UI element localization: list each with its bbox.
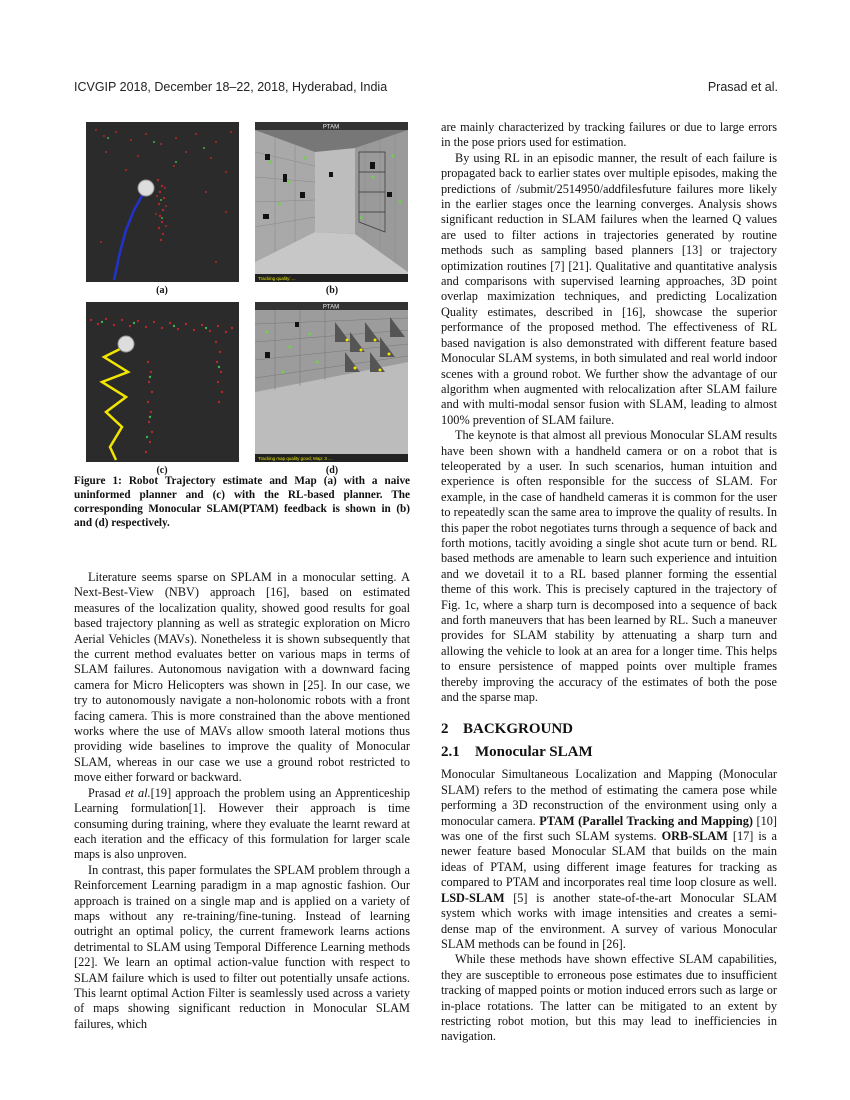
- subsection-title: Monocular SLAM: [475, 744, 593, 761]
- panel-b-title: PTAM: [322, 124, 340, 131]
- panel-b-render: [255, 122, 408, 282]
- map-points-green-a: [107, 137, 205, 219]
- panel-d-title: PTAM: [322, 304, 340, 311]
- p4-e: [5] is another state-of-the-art Monocular SLAM system which works with image intensities and creates a semi-dense map of the environment. A survey of various Monocular SLAM methods can be found in [26].: [441, 890, 777, 951]
- panel-d-render: [255, 302, 408, 462]
- panel-b-ptam-view: [255, 122, 408, 282]
- p2-prefix: Prasad: [88, 785, 125, 800]
- p2-body: approach the problem using an Apprenticeship Learning formulation[1]. However their approach is time consuming during training, where they evaluate the learnt reward at each iteration and the efficacy of this formulation for larger scale maps is also unproven.: [74, 785, 411, 862]
- p2-ref: [19]: [150, 785, 176, 800]
- left-column: [74, 120, 410, 1032]
- paragraph-monocular-slam: [441, 767, 777, 952]
- sublabel-b: (b): [325, 285, 339, 296]
- p4-ptam: PTAM (Parallel Tracking and Mapping): [539, 813, 753, 828]
- running-header-authors: Prasad et al.: [707, 80, 778, 94]
- p4-lsd-slam: LSD-SLAM: [441, 890, 505, 905]
- paragraph-contrast: In contrast, this paper formulates the SPLAM problem through a Reinforcement Learning paradigm in a map agnostic fashion. Our approach is trained on a single map and is applied on a variety of maps without any re-training/fine-tuning. Instead of learning outright an optimal policy, the current framework learns actions detrimental to SLAM using Temporal Difference Learning methods [22]. We learn an optimal action-value function with respect to SLAM failure which is used to filter out potentially unsafe actions. This learnt optimal Action Filter is seamlessly used across a variety of maps showing significant reduction in Monocular SLAM failures, which: [74, 862, 410, 1031]
- subsection-number: 2.1: [441, 744, 460, 761]
- trajectory-line-c: [102, 347, 128, 460]
- p4-a: Monocular Simultaneous Localization and Mapping (Monocular SLAM) refers to the method of estimating the camera pose while performing a 3D reconstruction of the environment using only a monocular camera.: [441, 767, 777, 828]
- subsection-heading-monocular-slam: [441, 744, 777, 761]
- paragraph-continued: are mainly characterized by tracking failures or due to large errors in the pose priors used for estimation.: [441, 120, 777, 150]
- paragraph-nbv: Literature seems sparse on SPLAM in a monocular setting. A Next-Best-View (NBV) approach [16], based on estimated measures of the localization quality, showed good results for goal based trajectory planning as well as strategic exploration on Micro Aerial Vehicles (MAVs). Nonetheless it is shown subsequently that the current method evaluates better on various maps in terms of SLAM failures. Autonomous navigation with a downward facing camera for Micro Helicopters was shown in [25]. In our case, we try to autonomously navigate a non-holonomic robots with a front facing camera. This is more constrained than the above mentioned works where the use of MAVs allow smooth lateral motions thus providing wide baselines to improve the quality of Monocular SLAM, whereas in our case we use a ground robot restricted to move either forward or backward.: [74, 570, 410, 785]
- panel-c-trajectory-rl: [86, 302, 239, 462]
- figure-1: [74, 120, 410, 476]
- robot-marker-a: [138, 180, 154, 196]
- paragraph-prasad: [74, 786, 410, 863]
- p4-d: [17] is a newer feature based Monocular SLAM that builds on the main ideas of PTAM, using different image features for tracking as compared to PTAM and incorporates real time loop closure as well.: [441, 829, 777, 890]
- panel-a-plot: [86, 122, 239, 282]
- sublabel-d: (d): [325, 465, 339, 476]
- panel-b-status: Tracking quality: ...: [258, 276, 296, 281]
- p4-orb-slam: ORB-SLAM: [661, 829, 728, 844]
- robot-marker-c: [118, 336, 134, 352]
- section-title: BACKGROUND: [463, 721, 574, 738]
- sublabel-a: (a): [156, 285, 168, 296]
- panel-a-trajectory-naive: [86, 122, 239, 282]
- panel-d-status: Tracking map quality good; Map: 3 ...: [258, 456, 332, 461]
- right-column: [441, 120, 777, 1045]
- trajectory-line-a: [114, 188, 148, 280]
- map-points-c: [90, 318, 233, 453]
- map-points-green-c: [101, 321, 220, 438]
- p2-italic: et al.: [124, 785, 151, 800]
- panel-c-plot: [86, 302, 239, 462]
- panel-d-ptam-view: [255, 302, 408, 462]
- figure-caption: [74, 474, 410, 530]
- paragraph-rl-episodic: By using RL in an episodic manner, the result of each failure is propagated back to earlier states over multiple episodes, making the predictions of /submit/2514950/addfilesfuture failures more likely in the earlier stages once the learning converges. Analysis shows significant reduction in SLAM failures when the learned Q values are used to filter actions in trajectories generated by routine methods such as sampling based planners [13] or trajectory optimization routines [7] [21]. Qualitative and quantitative analysis and comparisons with supervised learning approaches, 3D point overlap maximization techniques, and predicting Localization Quality estimates, described in [16], showcase the superior performance of the proposed method. The effectiveness of RL based navigation is also demonstrated with different feature based Monocular SLAM systems, in both simulated and real world indoor scenes with a ground robot. We further show the advantage of our algorithm when augmented with relocalization after SLAM failure and with multi-modal sensor fusion with SLAM, leading to almost 100% prevention of SLAM failure.: [441, 150, 777, 427]
- p4-c: [10] was one of the first such SLAM systems.: [441, 813, 777, 844]
- paragraph-keynote: The keynote is that almost all previous Monocular SLAM results have been shown with a handheld camera or on a robot that is teleoperated by a user. In such scenarios, human intuition and experience is often responsible for the success of SLAM. For example, in the case of handheld cameras it is common for the user to repeatedly scan the same area to improve the quality of results. In this paper the robot negotiates turns through a sequence of back and forth motions, tacitly avoiding a single shot acute turn or bend. RL based methods are amenable to learn such experience and intuition and we dovetail it to a RL based planner forming the essential theme of this work. This is precisely captured in the trajectory of Fig. 1c, where a sharp turn is decomposed into a sequence of back and forth maneuvers that has been learned by RL. Such a maneuver provides for SLAM stability by attenuating a sharp turn and allowing the vehicle to look at an area for a longer time. This helps to ensure persistence of mapped points over multiple frames thereby improving the accuracy of the estimates of both the pose and the sparse map.: [441, 428, 777, 705]
- map-points-a: [95, 129, 232, 263]
- figure-caption-text: Robot Trajectory estimate and Map (a) with a naive uninformed planner and (c) with the RL-based planner. The corresponding Monocular SLAM(PTAM) feedback is shown in (b) and (d) respectively.: [74, 475, 411, 529]
- section-heading-background: [441, 721, 777, 738]
- section-number: 2: [441, 721, 449, 738]
- sublabel-c: (c): [156, 465, 168, 476]
- figure-number: Figure 1:: [74, 475, 122, 487]
- running-header-venue: ICVGIP 2018, December 18–22, 2018, Hyderabad, India: [74, 80, 388, 94]
- paragraph-susceptible: While these methods have shown effective SLAM capabilities, they are susceptible to erroneous pose estimates due to insufficient tracking of mapped points or motion induced errors such as large or in-place rotations. The latter can be mitigated to an extent by restricting robot motion, but this may lead to inefficiencies in navigation.: [441, 952, 777, 1044]
